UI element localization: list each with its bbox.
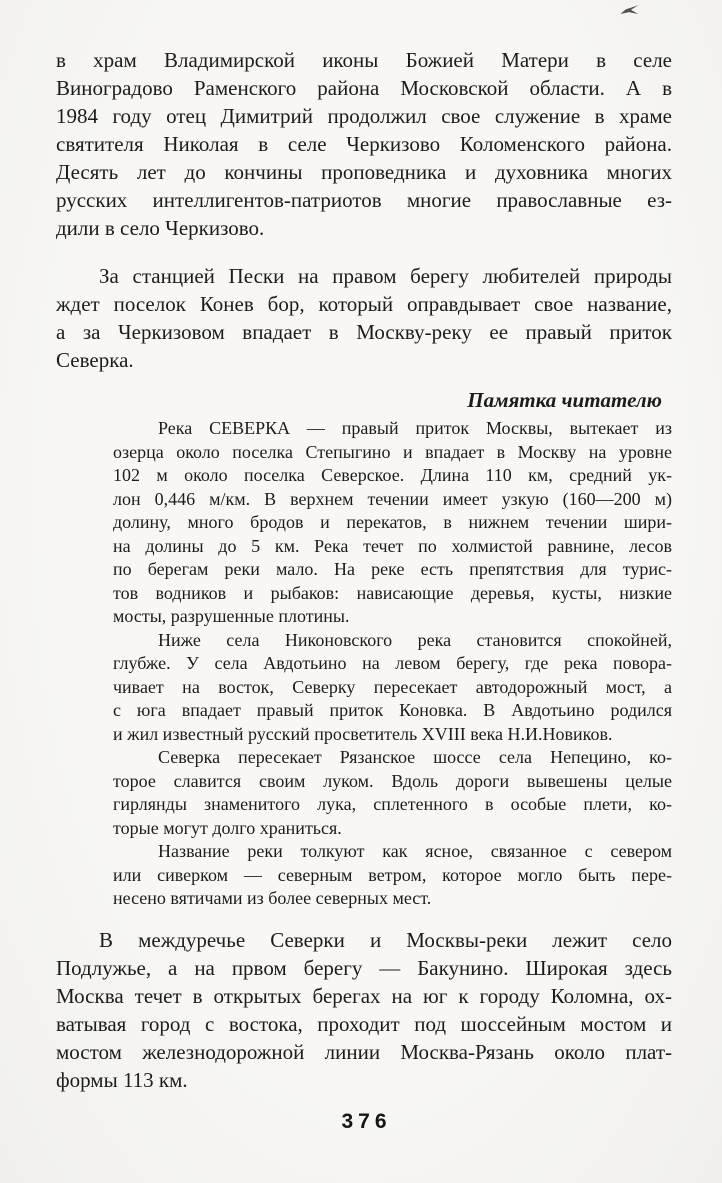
ink-smudge-mark xyxy=(619,3,640,18)
paragraph xyxy=(56,262,672,374)
paragraph xyxy=(56,926,672,1094)
paragraph-continued xyxy=(56,46,672,242)
text-line: по берегам реки мало. На реке есть препятствия для турис- xyxy=(113,559,672,579)
page-number: 376 xyxy=(341,1109,392,1133)
text-line: озерца около поселка Степыгино и впадает в Москву на уровне xyxy=(113,441,672,462)
text-line: торые могут долго храниться. xyxy=(113,817,342,838)
text-line: Северка пересекает Рязанское шоссе села Непецино, ко- xyxy=(158,747,672,767)
text-line: 1984 году отец Димитрий продолжил свое служение в храме xyxy=(56,104,672,128)
text-line: несено вятичами из более северных мест. xyxy=(113,888,432,908)
memo-paragraph xyxy=(113,629,672,747)
memo-heading: Памятка читателю xyxy=(467,388,662,412)
memo-paragraph xyxy=(113,840,672,911)
text-line: мостом железнодорожной линии Москва-Рязань около плат- xyxy=(56,1039,672,1064)
text-line: святителя Николая в селе Черкизово Коломенского района. xyxy=(56,132,672,156)
text-line: формы 113 км. xyxy=(56,1067,188,1092)
text-line: на долины до 5 км. Река течет по холмистой равнине, лесов xyxy=(113,535,672,556)
text-line: ждет поселок Конев бор, который оправдывает свое название, xyxy=(56,292,672,316)
text-line: глубже. У села Авдотьино на левом берегу, где река повора- xyxy=(113,653,672,673)
memo-paragraph xyxy=(113,746,672,840)
text-line: В междуречье Северки и Москвы-реки лежит село xyxy=(99,927,672,952)
text-column xyxy=(56,46,672,1134)
text-line: Десять лет до кончины проповедника и духовника многих xyxy=(56,160,672,184)
text-line: За станцией Пески на правом берегу любителей природы xyxy=(99,264,672,288)
memo-block xyxy=(113,417,672,911)
text-line: Виноградово Раменского района Московской области. А в xyxy=(56,76,672,100)
text-line: дили в село Черкизово. xyxy=(56,216,265,240)
text-line: Москва течет в открытых берегах на юг к городу Коломна, ох- xyxy=(56,983,672,1008)
text-line: чивает на восток, Северку пересекает автодорожный мост, а xyxy=(113,676,672,697)
text-line: лон 0,446 м/км. В верхнем течении имеет узкую (160—200 м) xyxy=(113,488,672,509)
text-line: Ниже села Никоновского река становится спокойней, xyxy=(158,629,672,650)
text-line: русских интеллигентов-патриотов многие православные ез- xyxy=(56,188,672,212)
text-line: с юга впадает правый приток Коновка. В Авдотьино родился xyxy=(113,700,672,720)
text-line: Река СЕВЕРКА — правый приток Москвы, вытекает из xyxy=(158,418,672,438)
text-line: ватывая город с востока, проходит под шоссейным мостом и xyxy=(56,1011,672,1036)
text-line: Подлужье, а на првом берегу — Бакунино. Широкая здесь xyxy=(56,955,672,980)
text-line: тов водников и рыбаков: нависающие деревья, кусты, низкие xyxy=(113,582,672,603)
text-line: мосты, разрушенные плотины. xyxy=(113,606,350,626)
text-line: гирлянды знаменитого лука, сплетенного в особые плети, ко- xyxy=(113,794,672,814)
text-line: 102 м около поселка Северское. Длина 110 км, средний ук- xyxy=(113,465,672,485)
text-line: в храм Владимирской иконы Божией Матери в селе xyxy=(56,48,672,72)
memo-paragraph xyxy=(113,417,672,629)
text-line: долину, много бродов и перекатов, в нижнем течении шири- xyxy=(113,512,672,532)
text-line: Северка. xyxy=(56,348,134,372)
text-line: или сиверком — северным ветром, которое могло быть пере- xyxy=(113,864,672,885)
text-line: и жил известный русский просветитель XVIII века Н.И.Новиков. xyxy=(113,723,613,744)
text-line: а за Черкизовом впадает в Москву-реку ее правый приток xyxy=(56,320,672,344)
text-line: Название реки толкуют как ясное, связанное с севером xyxy=(158,841,672,861)
text-line: торое славится своим луком. Вдоль дороги вывешены целые xyxy=(113,770,672,791)
